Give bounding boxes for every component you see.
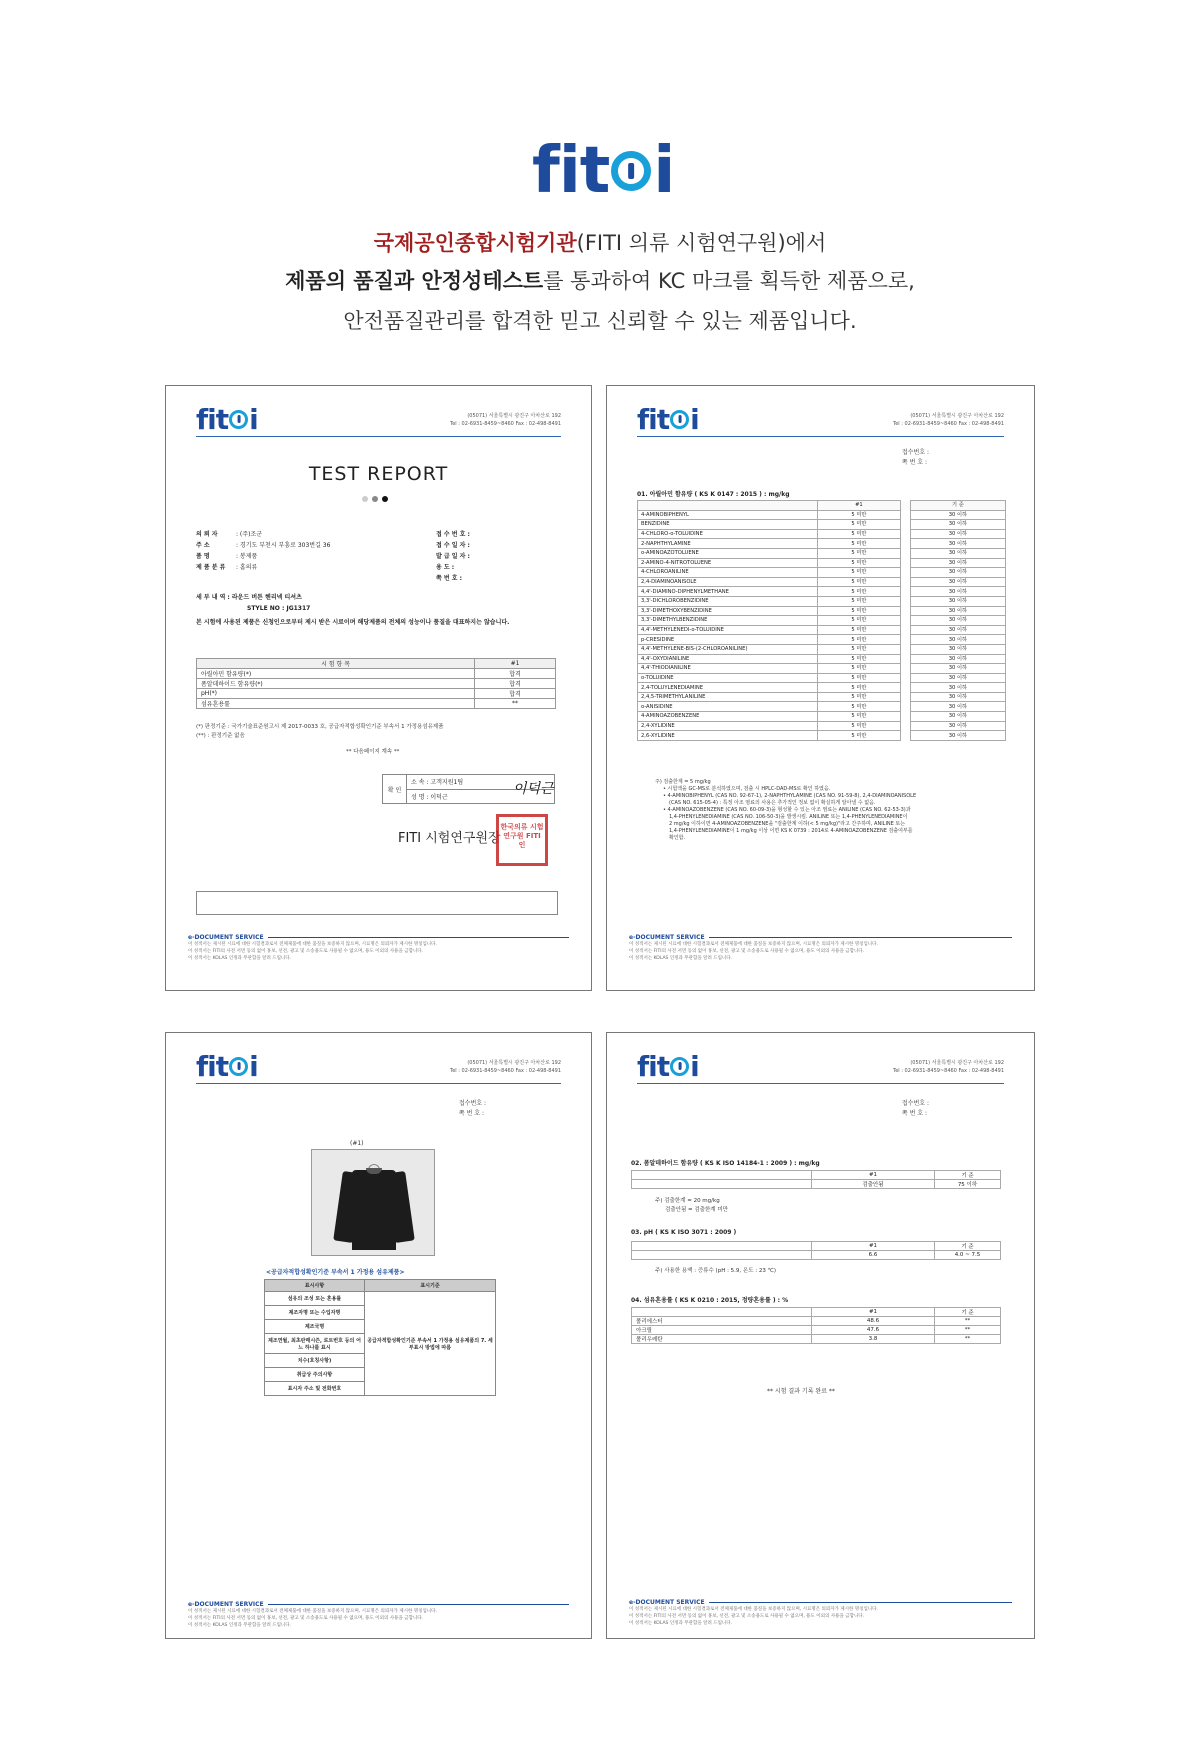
compound-name: 4-CHLORO-o-TOLUIDINE <box>638 529 818 539</box>
table-row <box>638 683 1006 693</box>
criteria-cell: 30 이하 <box>910 635 1005 645</box>
table-row <box>638 568 1006 578</box>
edoc-text: 이 성적서는 제시된 시료에 대한 시험결과로서 전체제품에 대한 품질을 보증하지 않으며, 시료명은 의뢰자가 제시한 명칭입니다. <box>188 1609 437 1614</box>
page-number: 쪽 번 호 : <box>901 1110 928 1117</box>
page-number: 쪽 번 호 : <box>901 459 928 466</box>
report-title: TEST REPORT <box>308 463 449 485</box>
formaldehyde-notes <box>655 1197 728 1215</box>
compound-name: 2-NAPHTHYLAMINE <box>638 539 818 549</box>
note-line: 주) 검출한계 = 20 mg/kg <box>655 1198 720 1204</box>
page-logo <box>637 1051 699 1081</box>
table-cell: 4.0 ~ 7.5 <box>935 1251 1001 1260</box>
table-row <box>632 1251 1001 1260</box>
section-title-ph: 03. pH ( KS K ISO 3071 : 2009 ) <box>631 1229 737 1236</box>
report-page-2 <box>606 385 1035 991</box>
client-value: : (주)조군 <box>236 531 262 538</box>
edoc-footer <box>629 1599 1012 1627</box>
header-divider <box>196 436 561 437</box>
table-cell: 폴리우레탄 <box>632 1335 812 1344</box>
result-cell: 5 미만 <box>818 606 901 616</box>
report-page-4 <box>606 1032 1035 1639</box>
page-logo <box>196 404 258 434</box>
result-cell: 5 미만 <box>818 539 901 549</box>
table-row <box>197 669 556 679</box>
criteria-cell: 30 이하 <box>910 558 1005 568</box>
blank-box <box>196 891 558 915</box>
compound-name: BENZIDINE <box>638 520 818 530</box>
table-row <box>197 699 556 709</box>
compound-name: 4,4'-DIAMINO-DIPHENYLMETHANE <box>638 587 818 597</box>
table-header: #1 <box>818 501 901 511</box>
edoc-text: 이 성적서는 제시된 시료에 대한 시험결과로서 전체제품에 대한 품질을 보증하지 않으며, 시료명은 의뢰자가 제시한 명칭입니다. <box>188 942 437 947</box>
table-row <box>638 644 1006 654</box>
table-cell: pH(*) <box>197 689 475 699</box>
page-logo <box>196 1051 258 1081</box>
edoc-text: 이 성적서는 KOLAS 인정과 무관함을 알려 드립니다. <box>629 956 733 961</box>
arylamine-table <box>637 500 1006 741</box>
dot-icon <box>382 496 388 502</box>
sign-dept: 소 속 : 고객지원1팀 <box>407 775 554 790</box>
receipt-info <box>902 448 929 468</box>
result-cell: 5 미만 <box>818 510 901 520</box>
table-cell: ** <box>475 699 556 709</box>
note-line: (CAS NO. 615-05-4) : 특정 아조 염료의 사용은 추가적인 정보 없이 확실하게 알아낼 수 없음. <box>669 800 876 806</box>
table-cell: 제조국명 <box>265 1320 365 1334</box>
contact-line: Tel : 02-6931-8459~8460 Fax : 02-498-8491 <box>450 421 561 427</box>
criteria-cell: 30 이하 <box>910 712 1005 722</box>
table-row <box>638 577 1006 587</box>
table-header: #1 <box>475 659 556 669</box>
table-row <box>638 721 1006 731</box>
compound-name: 2,4-TOLUYLENEDIAMINE <box>638 683 818 693</box>
edoc-footer <box>629 934 1012 962</box>
table-header: 표시사항 <box>265 1280 365 1292</box>
table-header: 기 준 <box>935 1171 1001 1180</box>
table-row <box>638 596 1006 606</box>
client-row <box>196 551 396 562</box>
result-cell: 5 미만 <box>818 520 901 530</box>
client-key: 주 소 <box>196 542 210 549</box>
receipt-number: 접수번호 : <box>901 449 929 456</box>
address-line: (05071) 서울특별시 광진구 아차산로 192 <box>467 1060 561 1066</box>
report-statement: 본 시험에 사용된 제품은 신청인으로부터 제시 받은 시료이며 해당제품의 전체의 성능이나 품질을 대표하지는 않습니다. <box>196 619 510 626</box>
result-cell: 5 미만 <box>818 731 901 741</box>
header-divider <box>637 1083 1004 1084</box>
table-cell: 공급자적합성확인기준 부속서 1 가정용 섬유제품의 7. 세부표시 방법에 따름 <box>364 1292 495 1396</box>
criteria-cell: 30 이하 <box>910 548 1005 558</box>
table-cell: 48.6 <box>812 1317 935 1326</box>
table-cell: 합격 <box>475 689 556 699</box>
sign-label: 확 인 <box>383 775 407 803</box>
compound-name: 2,4-XYLIDINE <box>638 721 818 731</box>
meta-row: 발 급 일 자 : <box>436 553 470 560</box>
edoc-title: e-DOCUMENT SERVICE <box>188 934 264 941</box>
criteria-cell: 30 이하 <box>910 577 1005 587</box>
contact-line: Tel : 02-6931-8459~8460 Fax : 02-498-8491 <box>450 1068 561 1074</box>
logo-letters-fi: fi <box>196 402 216 436</box>
receipt-info <box>902 1099 929 1119</box>
section-title-fiber: 04. 섬유혼용률 ( KS K 0210 : 2015, 정량혼용률 ) : % <box>631 1297 789 1304</box>
note-line: 1,4-PHENYLENEDIAMINE (CAS NO. 106-50-3)을 발생시킴. ANILINE 또는 1,4-PHENYLENEDIAMINE이 <box>669 814 908 820</box>
handwritten-signature: 이덕근 <box>513 781 554 797</box>
headline-line1-rest: (FITI 의류 시험연구원)에서 <box>576 231 827 255</box>
table-row <box>638 558 1006 568</box>
criteria-cell: 30 이하 <box>910 654 1005 664</box>
criteria-cell: 30 이하 <box>910 539 1005 549</box>
product-photo <box>311 1149 435 1256</box>
table-cell: 6.6 <box>812 1251 935 1260</box>
address-line: (05071) 서울특별시 광진구 아차산로 192 <box>467 413 561 419</box>
table-row <box>632 1317 1001 1326</box>
detail-label: 세 부 내 역 <box>196 594 226 601</box>
table-row <box>638 664 1006 674</box>
edoc-text: 이 성적서는 FITI의 사전 서면 동의 없이 홍보, 선전, 광고 및 소송용도로 사용될 수 없으며, 용도 이외의 사용을 금합니다. <box>629 1614 865 1619</box>
table-header: 기 준 <box>935 1242 1001 1251</box>
logo-ring-icon <box>229 1057 248 1076</box>
compound-name: 4-AMINOBIPHENYL <box>638 510 818 520</box>
logo-letters-fi: fi <box>637 402 657 436</box>
report-page-1 <box>165 385 592 991</box>
criteria-cell: 30 이하 <box>910 625 1005 635</box>
table-cell: 3.8 <box>812 1335 935 1344</box>
section-title: 01. 아릴아민 함유량 ( KS K 0147 : 2015 ) : mg/kg <box>637 491 790 498</box>
edoc-text: 이 성적서는 제시된 시료에 대한 시험결과로서 전체제품에 대한 품질을 보증하지 않으며, 시료명은 의뢰자가 제시한 명칭입니다. <box>629 1607 878 1612</box>
client-key: 제 품 분 류 <box>196 564 226 571</box>
note-line: 2 mg/kg 이하이면 4-AMINOAZOBENZENE을 "검출한계 이하(< 5 mg/kg)"라고 간주하며, ANILINE 또는 <box>669 821 906 827</box>
edoc-footer <box>188 1601 569 1629</box>
criteria-cell: 30 이하 <box>910 529 1005 539</box>
table-row <box>638 625 1006 635</box>
table-row <box>638 635 1006 645</box>
header-divider <box>637 436 1004 437</box>
compound-name: o-TOLUIDINE <box>638 673 818 683</box>
table-row <box>638 616 1006 626</box>
logo-letter-i: i <box>690 402 699 436</box>
result-cell: 5 미만 <box>818 529 901 539</box>
criteria-cell: 30 이하 <box>910 510 1005 520</box>
result-cell: 5 미만 <box>818 673 901 683</box>
table-head-row <box>638 501 1006 511</box>
table-cell: 폼알데하이드 함유량(*) <box>197 679 475 689</box>
table-cell: 아크릴 <box>632 1326 812 1335</box>
compound-name: 3,3'-DIMETHYLBENZIDINE <box>638 616 818 626</box>
receipt-number: 접수번호 : <box>901 1100 929 1107</box>
logo-ring-icon <box>670 410 689 429</box>
receipt-number: 접수번호 : <box>458 1100 486 1107</box>
criteria-cell: 30 이하 <box>910 606 1005 616</box>
logo-ring-icon <box>611 151 651 191</box>
client-row <box>196 562 396 573</box>
edoc-title: e-DOCUMENT SERVICE <box>629 934 705 941</box>
table-row <box>265 1292 496 1306</box>
table-cell: 취급상 주의사항 <box>265 1368 365 1382</box>
table-header: 기 준 <box>910 501 1005 511</box>
logo-letter-t: t <box>656 1049 670 1083</box>
criteria-cell: 30 이하 <box>910 721 1005 731</box>
label-table <box>264 1279 496 1396</box>
contact-line: Tel : 02-6931-8459~8460 Fax : 02-498-8491 <box>893 1068 1004 1074</box>
edoc-text: 이 성적서는 FITI의 사전 서면 동의 없이 홍보, 선전, 광고 및 소송용도로 사용될 수 없으며, 용도 이외의 사용을 금합니다. <box>188 1616 424 1621</box>
note-line: 확인함. <box>669 835 686 841</box>
page-address <box>450 412 561 428</box>
edoc-footer <box>188 934 569 962</box>
note-line: • 4-AMINOAZOBENZENE (CAS NO. 60-09-3)을 형성할 수 있는 아조 염료는 ANILINE (CAS NO. 62-53-3)과 <box>663 807 911 813</box>
result-cell: 5 미만 <box>818 616 901 626</box>
headline-line-3: 안전품질관리를 합격한 믿고 신뢰할 수 있는 제품입니다. <box>343 309 857 333</box>
address-line: (05071) 서울특별시 광진구 아차산로 192 <box>910 413 1004 419</box>
edoc-text: 이 성적서는 KOLAS 인정과 무관함을 알려 드립니다. <box>188 956 292 961</box>
criteria-cell: 30 이하 <box>910 692 1005 702</box>
section-title-formaldehyde: 02. 폼알데하이드 함유량 ( KS K ISO 14184-1 : 2009 ) : mg/kg <box>631 1160 820 1167</box>
logo-letter-i: i <box>653 134 675 208</box>
next-page-note: ** 다음페이지 계속 ** <box>346 749 400 755</box>
logo-letter-t: t <box>579 134 610 208</box>
headline-institute: 국제공인종합시험기관 <box>373 231 577 255</box>
client-row <box>196 540 396 551</box>
compound-name: 4-AMINOAZOBENZENE <box>638 712 818 722</box>
edoc-text: 이 성적서는 KOLAS 인정과 무관함을 알려 드립니다. <box>629 1621 733 1626</box>
photo-caption: (#1) <box>350 1140 364 1147</box>
table-header: #1 <box>812 1308 935 1317</box>
sign-name: 성 명 : 이덕근 <box>411 793 448 801</box>
arylamine-notes <box>655 779 1005 842</box>
table-cell: 치수(호칭사항) <box>265 1354 365 1368</box>
dot-icon <box>372 496 378 502</box>
logo-letters-fi: fi <box>196 1049 216 1083</box>
note-line: 주) 검출한계 = 5 mg/kg <box>655 779 711 785</box>
compound-name: 3,3'-DIMETHOXYBENZIDINE <box>638 606 818 616</box>
meta-row: 접 수 번 호 : <box>436 531 470 538</box>
result-cell: 5 미만 <box>818 692 901 702</box>
table-row <box>632 1335 1001 1344</box>
page-logo <box>637 404 699 434</box>
table-row <box>638 712 1006 722</box>
client-info <box>196 529 396 573</box>
receipt-info <box>459 1099 486 1119</box>
result-cell: 5 미만 <box>818 654 901 664</box>
director-title: FITI 시험연구원장 <box>398 831 501 846</box>
result-cell: 5 미만 <box>818 596 901 606</box>
red-seal-stamp: 한국의류 시험연구원 FITI 인 <box>496 814 548 866</box>
logo-letter-t: t <box>215 402 229 436</box>
criteria-cell: 30 이하 <box>910 596 1005 606</box>
compound-name: 2,6-XYLIDINE <box>638 731 818 741</box>
logo-letter-t: t <box>215 1049 229 1083</box>
fiber-table <box>631 1307 1001 1344</box>
table-row <box>638 673 1006 683</box>
address-line: (05071) 서울특별시 광진구 아차산로 192 <box>910 1060 1004 1066</box>
table-cell: 표시자 주소 및 전화번호 <box>265 1382 365 1396</box>
headline-line-1 <box>0 227 1200 257</box>
detail-value: : 라운드 버튼 헨리넥 티셔츠 <box>227 594 302 601</box>
table-row <box>632 1180 1001 1189</box>
fiti-logo <box>532 136 674 206</box>
table-row <box>197 689 556 699</box>
end-note: ** 시험 결과 기록 완료 ** <box>767 1388 835 1395</box>
edoc-text: 이 성적서는 KOLAS 인정과 무관함을 알려 드립니다. <box>188 1623 292 1628</box>
edoc-text: 이 성적서는 FITI의 사전 서면 동의 없이 홍보, 선전, 광고 및 소송용도로 사용될 수 없으며, 용도 이외의 사용을 금합니다. <box>629 949 865 954</box>
criteria-cell: 30 이하 <box>910 616 1005 626</box>
result-cell: 5 미만 <box>818 702 901 712</box>
table-cell: 섬유의 조성 또는 혼용률 <box>265 1292 365 1306</box>
table-row <box>638 510 1006 520</box>
report-page-3 <box>165 1032 592 1639</box>
meta-row: 쪽 번 호 : <box>436 575 463 582</box>
compound-name: o-AMINOAZOTOLUENE <box>638 548 818 558</box>
compound-name: o-ANISIDINE <box>638 702 818 712</box>
edoc-text: 이 성적서는 제시된 시료에 대한 시험결과로서 전체제품에 대한 품질을 보증하지 않으며, 시료명은 의뢰자가 제시한 명칭입니다. <box>629 942 878 947</box>
page-address <box>450 1059 561 1075</box>
result-cell: 5 미만 <box>818 644 901 654</box>
result-cell: 5 미만 <box>818 664 901 674</box>
edoc-title: e-DOCUMENT SERVICE <box>188 1601 264 1608</box>
criteria-cell: 30 이하 <box>910 664 1005 674</box>
table-row <box>638 692 1006 702</box>
table-row <box>638 606 1006 616</box>
table-row <box>638 654 1006 664</box>
detail-row <box>196 592 302 603</box>
tshirt-image <box>334 1164 414 1250</box>
headline-line-2 <box>0 265 1200 295</box>
table-row <box>197 679 556 689</box>
table-header: 시 험 항 목 <box>197 659 475 669</box>
compound-name: 2,4-DIAMINOANISOLE <box>638 577 818 587</box>
logo-ring-icon <box>229 410 248 429</box>
logo-ring-icon <box>670 1057 689 1076</box>
result-cell: 5 미만 <box>818 587 901 597</box>
criteria-cell: 30 이하 <box>910 683 1005 693</box>
table-row <box>638 539 1006 549</box>
table-cell: 47.6 <box>812 1326 935 1335</box>
table-cell: 합격 <box>475 669 556 679</box>
criteria-cell: 30 이하 <box>910 520 1005 530</box>
criteria-cell: 30 이하 <box>910 673 1005 683</box>
result-cell: 5 미만 <box>818 625 901 635</box>
result-cell: 5 미만 <box>818 548 901 558</box>
page-address <box>893 412 1004 428</box>
compound-name: 4,4'-OXYDIANILINE <box>638 654 818 664</box>
client-key: 품 명 <box>196 553 210 560</box>
note-line: (**) : 판정기준 없음 <box>196 733 245 739</box>
table-cell: 폴리에스터 <box>632 1317 812 1326</box>
criteria-cell: 30 이하 <box>910 702 1005 712</box>
edoc-text: 이 성적서는 FITI의 사전 서면 동의 없이 홍보, 선전, 광고 및 소송용도로 사용될 수 없으며, 용도 이외의 사용을 금합니다. <box>188 949 424 954</box>
headline-line2-rest: 를 통과하여 KC 마크를 획득한 제품으로, <box>543 269 915 293</box>
note-line: • 시험액을 GC-MS로 분석하였으며, 검출 시 HPLC-DAD-MS로 확인 하였음. <box>663 786 831 792</box>
summary-table <box>196 658 556 709</box>
table-cell: ** <box>935 1335 1001 1344</box>
result-cell: 5 미만 <box>818 712 901 722</box>
page-dots <box>362 496 388 502</box>
page-number: 쪽 번 호 : <box>458 1110 485 1117</box>
meta-row: 용 도 : <box>436 564 455 571</box>
dot-icon <box>362 496 368 502</box>
table-row <box>638 548 1006 558</box>
table-cell: 아릴아민 함유량(*) <box>197 669 475 679</box>
table-header: #1 <box>812 1242 935 1251</box>
criteria-cell: 30 이하 <box>910 568 1005 578</box>
table-cell: 섬유혼용률 <box>197 699 475 709</box>
headline-quality-test: 제품의 품질과 안정성테스트 <box>285 269 544 293</box>
edoc-title: e-DOCUMENT SERVICE <box>629 1599 705 1606</box>
note-line: • 4-AMINOBIPHENYL (CAS NO. 92-67-1), 2-NAPHTHYLAMINE (CAS NO. 91-59-8), 2,4-DIAMINOANISOLE <box>663 793 917 799</box>
table-row <box>638 731 1006 741</box>
table-row <box>638 529 1006 539</box>
logo-letter-i: i <box>249 402 258 436</box>
criteria-cell: 30 이하 <box>910 587 1005 597</box>
compound-name: 2,4,5-TRIMETHYLANILINE <box>638 692 818 702</box>
compound-name: 4,4'-METHYLENE-BIS-(2-CHLOROANILINE) <box>638 644 818 654</box>
table-cell: 검출안됨 <box>812 1180 935 1189</box>
style-number: STYLE NO : JG1317 <box>247 605 311 612</box>
logo-letter-i: i <box>690 1049 699 1083</box>
note-line: 1,4-PHENYLENEDIAMINE이 1 mg/kg 이상 이면 KS K 0739 : 2014로 4-AMINOAZOBENZENE 검출여부를 <box>669 828 913 834</box>
table-row <box>632 1326 1001 1335</box>
client-value: : 홈의류 <box>236 564 258 571</box>
compound-name: 2-AMINO-4-NITROTOLUENE <box>638 558 818 568</box>
client-value: : 봉제품 <box>236 553 258 560</box>
table-cell: ** <box>935 1326 1001 1335</box>
result-cell: 5 미만 <box>818 635 901 645</box>
client-value: : 경기도 부천시 부흥로 303번길 36 <box>236 542 331 549</box>
table-cell: 75 이하 <box>935 1180 1001 1189</box>
note-line: 검출안됨 = 검출한계 미만 <box>665 1207 728 1213</box>
ph-table <box>631 1241 1001 1260</box>
client-row <box>196 529 396 540</box>
logo-letters-fi: fi <box>637 1049 657 1083</box>
compound-name: 3,3'-DICHLOROBENZIDINE <box>638 596 818 606</box>
table-cell: 제조자명 또는 수입자명 <box>265 1306 365 1320</box>
result-cell: 5 미만 <box>818 558 901 568</box>
table-header: 표시기준 <box>364 1280 495 1292</box>
table-cell: 제조연월, 최초판매시즌, 로트번호 등의 어느 하나를 표시 <box>265 1334 365 1354</box>
result-cell: 5 미만 <box>818 568 901 578</box>
note-line: (*) 판정기준 : 국가기술표준원고시 제 2017-0033 호, 공급자적합성확인기준 부속서 1 가정용섬유제품 <box>196 724 444 730</box>
formaldehyde-table <box>631 1170 1001 1189</box>
logo-letter-t: t <box>656 402 670 436</box>
header-divider <box>196 1083 561 1084</box>
table-cell: 합격 <box>475 679 556 689</box>
ph-note: 주) 사용한 용액 : 증류수 (pH : 5.9, 온도 : 23 ℃) <box>655 1268 776 1274</box>
table-cell: ** <box>935 1317 1001 1326</box>
logo-letters-fi: fi <box>532 134 580 208</box>
contact-line: Tel : 02-6931-8459~8460 Fax : 02-498-8491 <box>893 421 1004 427</box>
result-cell: 5 미만 <box>818 683 901 693</box>
report-meta <box>436 529 556 584</box>
result-cell: 5 미만 <box>818 577 901 587</box>
table-row <box>638 702 1006 712</box>
table-row <box>638 587 1006 597</box>
compound-name: 4,4'-THIODIANILINE <box>638 664 818 674</box>
table-row <box>638 520 1006 530</box>
criteria-cell: 30 이하 <box>910 731 1005 741</box>
compound-name: p-CRESIDINE <box>638 635 818 645</box>
table-header: #1 <box>812 1171 935 1180</box>
page-address <box>893 1059 1004 1075</box>
compound-name: 4,4'-METHYLENEDI-o-TOLUIDINE <box>638 625 818 635</box>
report-notes <box>196 723 566 741</box>
result-cell: 5 미만 <box>818 721 901 731</box>
table-header: 기 준 <box>935 1308 1001 1317</box>
meta-row: 접 수 일 자 : <box>436 542 470 549</box>
compound-name: 4-CHLOROANILINE <box>638 568 818 578</box>
logo-letter-i: i <box>249 1049 258 1083</box>
label-table-title: <공급자적합성확인기준 부속서 1 가정용 섬유제품> <box>266 1269 405 1276</box>
criteria-cell: 30 이하 <box>910 644 1005 654</box>
client-key: 의 뢰 자 <box>196 531 218 538</box>
